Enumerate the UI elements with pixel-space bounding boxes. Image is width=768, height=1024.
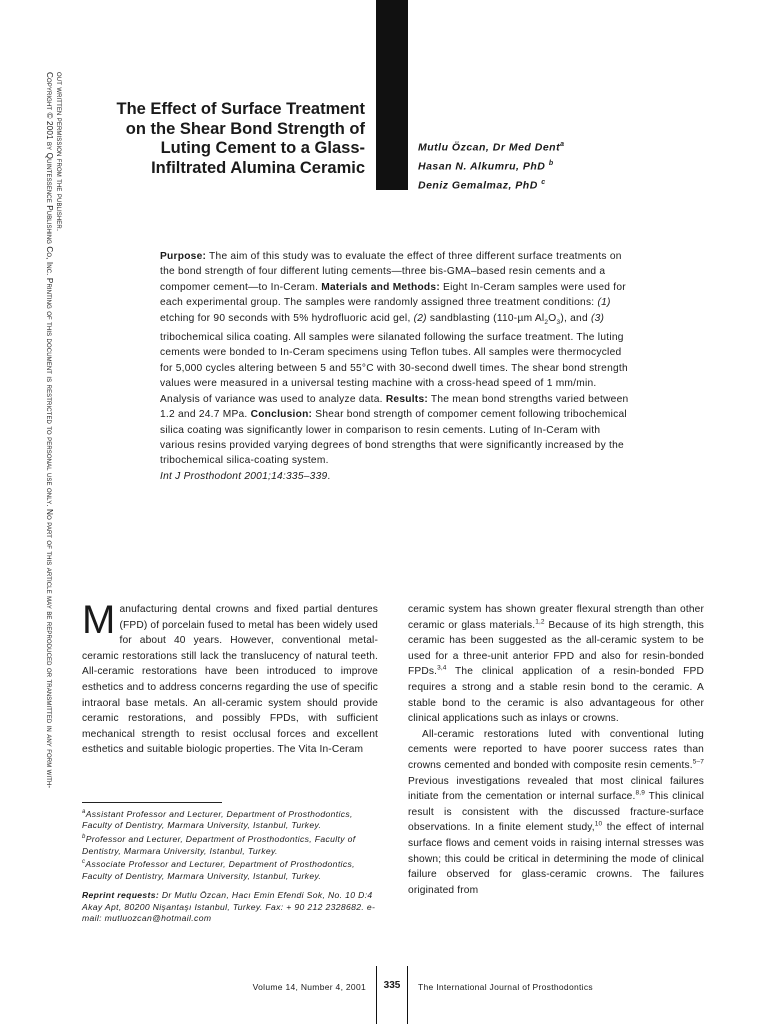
footnote-mark: a <box>82 809 86 815</box>
author-name: Hasan N. Alkumru, PhD <box>418 160 546 173</box>
reference-mark: 1,2 <box>535 618 545 626</box>
footnote-b <box>82 832 382 857</box>
footnote-rule <box>82 802 222 803</box>
abstract-text: Shear bond strength of compomer cement following tribochemical silica coating was significantly lower in comparison to resin cements. Luting of In-Ceram with various resins provided varying degrees of bond strengths that were significantly increased by the tribochemical silica-coating system. <box>160 409 627 467</box>
abstract-text: sandblasting (110-µm Al <box>426 312 545 324</box>
reprint-text: Dr Mutlu Özcan, Hacı Emin Efendi Sok, No. 10 D:4 Akay Apt, 80200 Nişantaşı Istanbul, Turkey. Fax: + 90 212 2328682. e-mail: mutluozcan@hotmail.com <box>82 890 376 924</box>
body-text: All-ceramic restorations luted with conventional luting cements were reported to have poorer success rates than crowns cemented and bonded with composite resin cements. <box>408 728 704 771</box>
page-number-box <box>376 966 408 1024</box>
abstract-text: O <box>548 312 557 324</box>
abstract <box>160 249 630 484</box>
footnote-c <box>82 857 382 882</box>
methods-label: Materials and Methods: <box>321 281 440 293</box>
footnotes <box>82 807 382 925</box>
copyright-line-1: Copyright © 2001 by Quintessence Publishing Co, Inc. Printing of this document is restricted to personal use only. No part of this article may be reproduced or transmitted in any form with- <box>45 72 54 789</box>
copyright-line-2: out written permission from the publisher. <box>55 72 64 232</box>
condition-number: (1) <box>597 297 611 309</box>
title-line: The Effect of Surface Treatment <box>116 100 365 118</box>
abstract-text: ), and <box>560 312 591 324</box>
body-text: Because of its high strength, this ceramic has been suggested as the all-ceramic system to be used for a three-unit anterior FPD and also for resin-bonded FPDs. <box>408 619 704 678</box>
results-label: Results: <box>385 393 429 405</box>
body-text: anufacturing dental crowns and fixed partial dentures (FPD) of porcelain fused to metal has been widely used for about 40 years. However, conventional metal-ceramic restorations still lack the translucency of natural teeth. All-ceramic restorations have been introduced to improve esthetics and to address concerns regarding the use of specific intraoral base metals. An all-ceramic system should provide ceramic restorations, and possibly FPDs, with sufficient mechanical strength to resist occlusal forces and excellent esthetics and suitable biologic properties. The Vita In-Ceram <box>82 604 378 756</box>
body-column-right <box>408 602 704 898</box>
subscript: 3 <box>556 318 561 326</box>
body-paragraph <box>408 727 704 899</box>
body-text: Previous investigations revealed that most clinical failures initiate from the cementation or internal surface. <box>408 775 704 803</box>
subscript: 2 <box>544 318 549 326</box>
abstract-text: The aim of this study was to evaluate the effect of three different surface treatments on the bond strength of four different luting cements—three bis-GMA–based resin cements and a compomer cement—to In-Ceram. <box>160 251 622 293</box>
reprint-requests <box>82 890 382 925</box>
title-line: Luting Cement to a Glass- <box>160 139 365 157</box>
body-paragraph <box>82 598 378 758</box>
footnote-mark: b <box>82 834 86 841</box>
author-mark: a <box>560 141 565 148</box>
condition-number: (3) <box>590 312 605 324</box>
abstract-text: The mean bond strengths varied between 1.2 and 24.7 MPa. <box>160 393 629 421</box>
author-list <box>418 137 738 194</box>
body-column-left <box>82 598 378 758</box>
body-paragraph <box>408 602 704 727</box>
body-text: the effect of internal surface flows and cement voids in raising internal stresses was shown; this could be critical in determining the mode of clinical failure observed for glass-ceramic crowns. The failures originated from <box>408 822 705 896</box>
body-text: ceramic system has shown greater flexural strength than other ceramic or glass materials. <box>408 604 704 631</box>
reference-mark: 5–7 <box>692 758 704 766</box>
condition-number: (2) <box>413 312 427 324</box>
conclusion-label: Conclusion: <box>250 409 313 421</box>
body-text: This clinical result is consistent with the discussed fracture-surface observations. In a finite element study, <box>408 791 704 834</box>
citation-end: . <box>327 470 331 482</box>
author-entry <box>418 175 738 194</box>
footnote-a <box>82 807 382 832</box>
reference-mark: 3,4 <box>437 664 447 672</box>
article-title <box>100 100 365 178</box>
footer-journal: The International Journal of Prosthodontics <box>418 982 593 992</box>
footnote-text: Associate Professor and Lecturer, Department of Prosthodontics, Faculty of Dentistry, Marmara University, Istanbul, Turkey. <box>82 858 355 881</box>
footnote-text: Assistant Professor and Lecturer, Department of Prosthodontics, Faculty of Dentistry, Marmara University, Istanbul, Turkey. <box>82 808 353 831</box>
author-mark: b <box>548 160 554 167</box>
header-black-bar <box>376 0 408 190</box>
footer-volume: Volume 14, Number 4, 2001 <box>252 982 366 992</box>
author-entry <box>418 156 738 175</box>
purpose-label: Purpose: <box>160 251 207 262</box>
abstract-text: etching for 90 seconds with 5% hydrofluoric acid gel, <box>160 312 414 324</box>
citation: Int J Prosthodont 2001;14:335–339 <box>160 470 328 482</box>
author-name: Deniz Gemalmaz, PhD <box>418 179 538 192</box>
abstract-text: Eight In-Ceram samples were used for each experimental group. The samples were randomly assigned three treatment conditions: <box>160 281 626 309</box>
reprint-label: Reprint requests: <box>82 890 160 901</box>
author-mark: c <box>541 179 546 186</box>
page-number: 335 <box>383 980 401 991</box>
footnote-text: Professor and Lecturer, Department of Prosthodontics, Faculty of Dentistry, Marmara University, Istanbul, Turkey. <box>82 833 356 856</box>
title-line: on the Shear Bond Strength of <box>125 119 365 138</box>
title-line: Infiltrated Alumina Ceramic <box>151 158 365 177</box>
body-text: The clinical application of a resin-bonded FPD requires a strong and a stable resin bond to the ceramic. A stable bond to the ceramic is also advantageous for other clinical applications such as inlays or crowns. <box>408 666 704 725</box>
footnote-mark: c <box>82 859 86 866</box>
reference-mark: 8,9 <box>635 789 645 797</box>
author-entry <box>418 137 738 156</box>
drop-cap: M <box>82 598 116 642</box>
abstract-text: tribochemical silica coating. All samples were silanated following the surface treatment. The luting cements were bonded to In-Ceram specimens using Teflon tubes. All samples were thermocycled for 5,000 cycles altering between 5 and 55°C with 30-second dwell times. The shear bond strength values were measured in a universal testing machine with a cross-head speed of 1 mm/min. Analysis of variance was used to analyze data. <box>160 332 628 405</box>
author-name: Mutlu Özcan, Dr Med Dent <box>418 141 561 154</box>
reference-mark: 10 <box>594 820 603 828</box>
